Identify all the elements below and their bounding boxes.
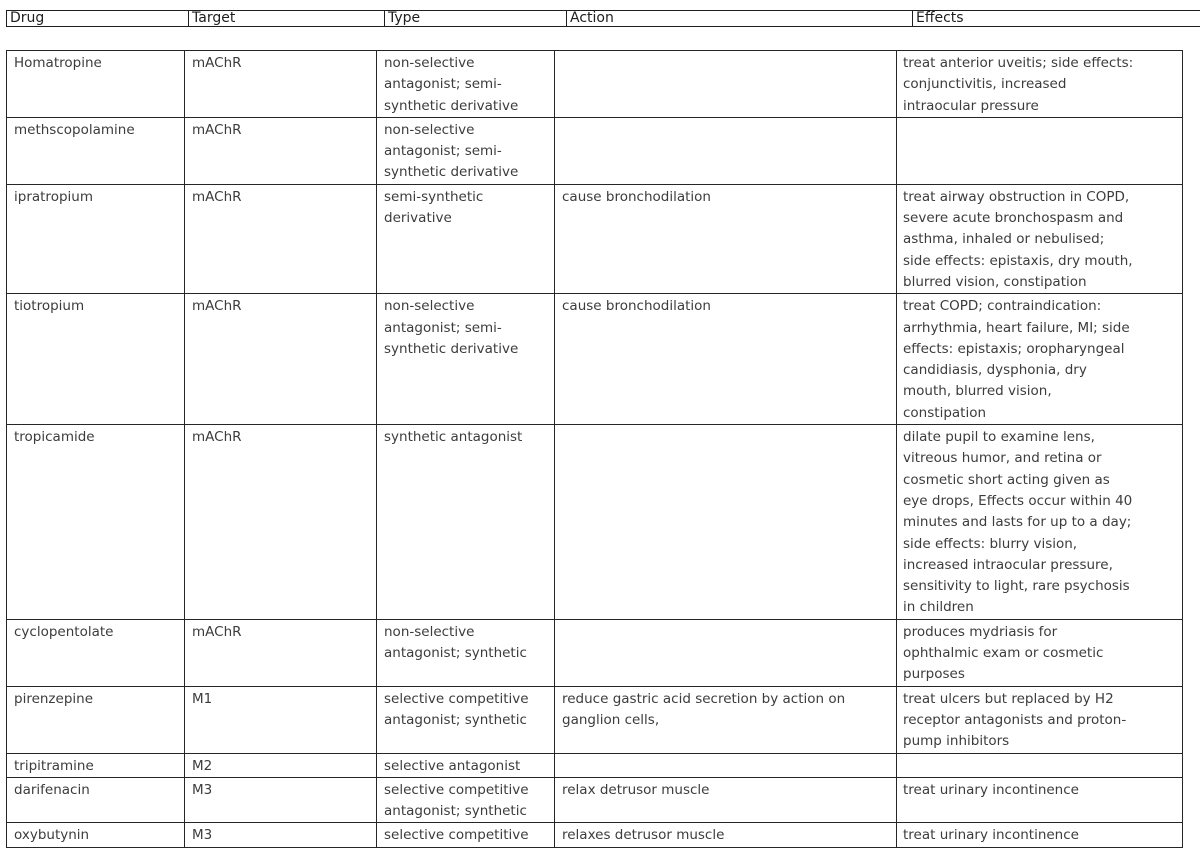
drug-table-body bbox=[7, 51, 1183, 848]
table-row bbox=[7, 686, 1183, 753]
effects-line: pump inhibitors bbox=[903, 733, 1010, 750]
effects-line: arrhythmia, heart failure, MI; side bbox=[903, 319, 1130, 336]
type-cell bbox=[377, 823, 555, 847]
effects-cell bbox=[897, 686, 1183, 753]
action-line: ganglion cells, bbox=[562, 711, 660, 728]
type-cell bbox=[377, 51, 555, 118]
effects-line: dilate pupil to examine lens, bbox=[903, 429, 1095, 446]
type-line: synthetic antagonist bbox=[384, 429, 523, 446]
action-cell bbox=[555, 294, 897, 425]
effects-cell bbox=[897, 184, 1183, 293]
target-cell: mAChR bbox=[185, 425, 377, 620]
effects-line: constipation bbox=[903, 404, 987, 421]
type-line: semi-synthetic bbox=[384, 188, 484, 205]
type-line: antagonist; semi- bbox=[384, 319, 502, 336]
drug-cell: oxybutynin bbox=[7, 823, 185, 847]
effects-line: treat urinary incontinence bbox=[903, 827, 1079, 844]
effects-cell bbox=[897, 823, 1183, 847]
effects-line: cosmetic short acting given as bbox=[903, 471, 1110, 488]
type-line: synthetic derivative bbox=[384, 97, 519, 114]
target-cell: M1 bbox=[185, 686, 377, 753]
drug-table bbox=[6, 50, 1183, 848]
type-line: derivative bbox=[384, 210, 452, 227]
effects-cell bbox=[897, 51, 1183, 118]
effects-line: minutes and lasts for up to a day; bbox=[903, 514, 1132, 531]
drug-cell: darifenacin bbox=[7, 777, 185, 823]
drug-cell: Homatropine bbox=[7, 51, 185, 118]
effects-line: asthma, inhaled or nebulised; bbox=[903, 231, 1105, 248]
effects-line: in children bbox=[903, 599, 974, 616]
effects-line: treat urinary incontinence bbox=[903, 781, 1079, 798]
effects-line: severe acute bronchospasm and bbox=[903, 210, 1124, 227]
table-row bbox=[7, 425, 1183, 620]
type-line: synthetic derivative bbox=[384, 340, 519, 357]
table-row bbox=[7, 117, 1183, 184]
effects-line: produces mydriasis for bbox=[903, 623, 1058, 640]
effects-line: mouth, blurred vision, bbox=[903, 383, 1052, 400]
drug-cell: tiotropium bbox=[7, 294, 185, 425]
action-cell bbox=[555, 823, 897, 847]
table-row bbox=[7, 619, 1183, 686]
action-cell bbox=[555, 51, 897, 118]
drug-cell: tropicamide bbox=[7, 425, 185, 620]
type-line: synthetic derivative bbox=[384, 164, 519, 181]
action-cell bbox=[555, 184, 897, 293]
effects-cell bbox=[897, 753, 1183, 777]
table-row bbox=[7, 753, 1183, 777]
header-effects: Effects bbox=[913, 11, 1200, 27]
action-line: relax detrusor muscle bbox=[562, 781, 710, 798]
effects-line: treat COPD; contraindication: bbox=[903, 298, 1102, 315]
target-cell: mAChR bbox=[185, 294, 377, 425]
type-line: non-selective bbox=[384, 55, 475, 71]
type-line: antagonist; synthetic bbox=[384, 645, 527, 662]
effects-line: increased intraocular pressure, bbox=[903, 556, 1113, 573]
effects-cell bbox=[897, 777, 1183, 823]
action-cell bbox=[555, 619, 897, 686]
target-cell: M2 bbox=[185, 753, 377, 777]
effects-cell bbox=[897, 425, 1183, 620]
effects-line: blurred vision, constipation bbox=[903, 273, 1087, 290]
type-line: selective competitive bbox=[384, 690, 529, 707]
table-row bbox=[7, 294, 1183, 425]
effects-line: sensitivity to light, rare psychosis bbox=[903, 578, 1130, 595]
type-cell bbox=[377, 619, 555, 686]
drug-cell: pirenzepine bbox=[7, 686, 185, 753]
type-line: selective antagonist bbox=[384, 757, 521, 774]
action-cell bbox=[555, 425, 897, 620]
type-line: non-selective bbox=[384, 121, 475, 138]
type-line: antagonist; synthetic bbox=[384, 711, 527, 728]
effects-line: effects: epistaxis; oropharyngeal bbox=[903, 340, 1125, 357]
effects-cell bbox=[897, 619, 1183, 686]
table-row bbox=[7, 51, 1183, 118]
type-line: antagonist; synthetic bbox=[384, 803, 527, 820]
action-line: reduce gastric acid secretion by action on bbox=[562, 690, 846, 707]
target-cell: M3 bbox=[185, 823, 377, 847]
effects-line: ophthalmic exam or cosmetic bbox=[903, 645, 1104, 662]
effects-line: side effects: blurry vision, bbox=[903, 535, 1078, 552]
effects-line: candidiasis, dysphonia, dry bbox=[903, 362, 1087, 379]
effects-line: conjunctivitis, increased bbox=[903, 76, 1067, 93]
target-cell: M3 bbox=[185, 777, 377, 823]
type-cell bbox=[377, 686, 555, 753]
table-row bbox=[7, 823, 1183, 847]
target-cell: mAChR bbox=[185, 117, 377, 184]
type-cell bbox=[377, 425, 555, 620]
type-line: non-selective bbox=[384, 298, 475, 315]
header-type: Type bbox=[385, 11, 567, 27]
effects-line: vitreous humor, and retina or bbox=[903, 450, 1102, 467]
effects-line: purposes bbox=[903, 666, 965, 683]
drug-cell: tripitramine bbox=[7, 753, 185, 777]
table-row bbox=[7, 777, 1183, 823]
action-line: cause bronchodilation bbox=[562, 298, 711, 315]
type-cell bbox=[377, 184, 555, 293]
type-cell bbox=[377, 777, 555, 823]
table-row bbox=[7, 184, 1183, 293]
effects-line: receptor antagonists and proton- bbox=[903, 711, 1127, 728]
effects-cell bbox=[897, 117, 1183, 184]
header-action: Action bbox=[567, 11, 913, 27]
type-line: selective competitive bbox=[384, 827, 529, 844]
action-cell bbox=[555, 686, 897, 753]
type-cell bbox=[377, 117, 555, 184]
type-line: antagonist; semi- bbox=[384, 143, 502, 160]
target-cell: mAChR bbox=[185, 51, 377, 118]
effects-line: treat anterior uveitis; side effects: bbox=[903, 55, 1134, 71]
effects-line: treat ulcers but replaced by H2 bbox=[903, 690, 1114, 707]
action-line: cause bronchodilation bbox=[562, 188, 711, 205]
header-drug: Drug bbox=[7, 11, 189, 27]
effects-line: side effects: epistaxis, dry mouth, bbox=[903, 252, 1133, 269]
target-cell: mAChR bbox=[185, 619, 377, 686]
effects-line: eye drops, Effects occur within 40 bbox=[903, 492, 1133, 509]
header-row bbox=[6, 10, 1200, 27]
header-target: Target bbox=[189, 11, 385, 27]
effects-line: treat airway obstruction in COPD, bbox=[903, 188, 1130, 205]
drug-cell: cyclopentolate bbox=[7, 619, 185, 686]
type-line: selective competitive bbox=[384, 781, 529, 798]
action-line: relaxes detrusor muscle bbox=[562, 827, 725, 844]
effects-line: intraocular pressure bbox=[903, 97, 1039, 114]
drug-cell: ipratropium bbox=[7, 184, 185, 293]
action-cell bbox=[555, 777, 897, 823]
type-line: non-selective bbox=[384, 623, 475, 640]
target-cell: mAChR bbox=[185, 184, 377, 293]
action-cell bbox=[555, 753, 897, 777]
effects-cell bbox=[897, 294, 1183, 425]
type-cell bbox=[377, 294, 555, 425]
type-line: antagonist; semi- bbox=[384, 76, 502, 93]
type-cell bbox=[377, 753, 555, 777]
action-cell bbox=[555, 117, 897, 184]
drug-cell: methscopolamine bbox=[7, 117, 185, 184]
